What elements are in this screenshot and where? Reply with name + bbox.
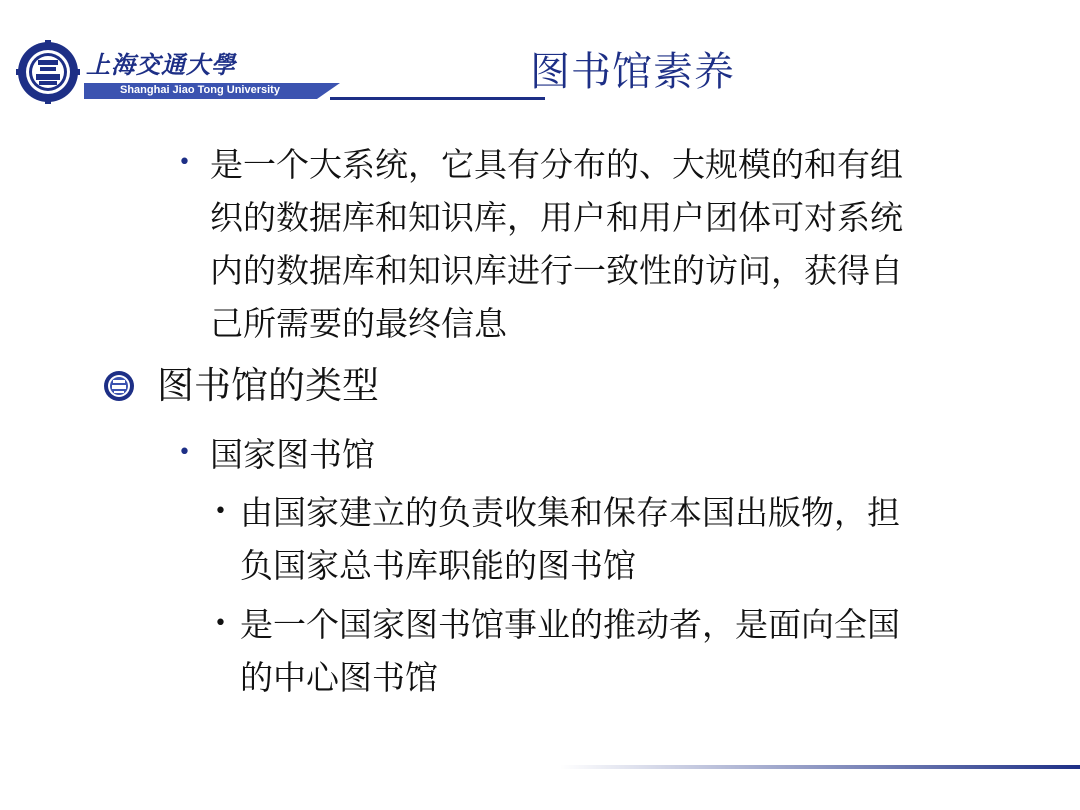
bullet-dot: • (178, 440, 191, 465)
section-heading: 图书馆的类型 (157, 364, 379, 407)
point-two-line: 的中心图书馆 (240, 658, 438, 697)
point-one-paragraph (240, 486, 1000, 592)
university-name-cn: 上海交通大學 (86, 50, 236, 79)
definition-line: 己所需要的最终信息 (210, 304, 507, 343)
bullet-dot: • (178, 150, 191, 175)
definition-line: 织的数据库和知识库，用户和用户团体可对系统 (210, 198, 903, 237)
bullet-dot: • (214, 499, 227, 524)
slide-title: 图书馆素养 (530, 49, 735, 95)
point-two-line: 是一个国家图书馆事业的推动者，是面向全国 (240, 605, 900, 644)
definition-line: 是一个大系统，它具有分布的、大规模的和有组 (210, 145, 903, 184)
footer-rule (560, 765, 1080, 769)
bullet-dot: • (214, 611, 227, 636)
point-two-paragraph (240, 598, 1000, 704)
subsection-label: 国家图书馆 (210, 435, 375, 474)
university-name-en: Shanghai Jiao Tong University (120, 84, 280, 96)
section-emblem-icon (103, 370, 135, 402)
point-one-line: 由国家建立的负责收集和保存本国出版物，担 (240, 493, 900, 532)
definition-line: 内的数据库和知识库进行一致性的访问，获得自 (210, 251, 903, 290)
definition-paragraph (210, 138, 990, 350)
point-one-line: 负国家总书库职能的图书馆 (240, 546, 636, 585)
